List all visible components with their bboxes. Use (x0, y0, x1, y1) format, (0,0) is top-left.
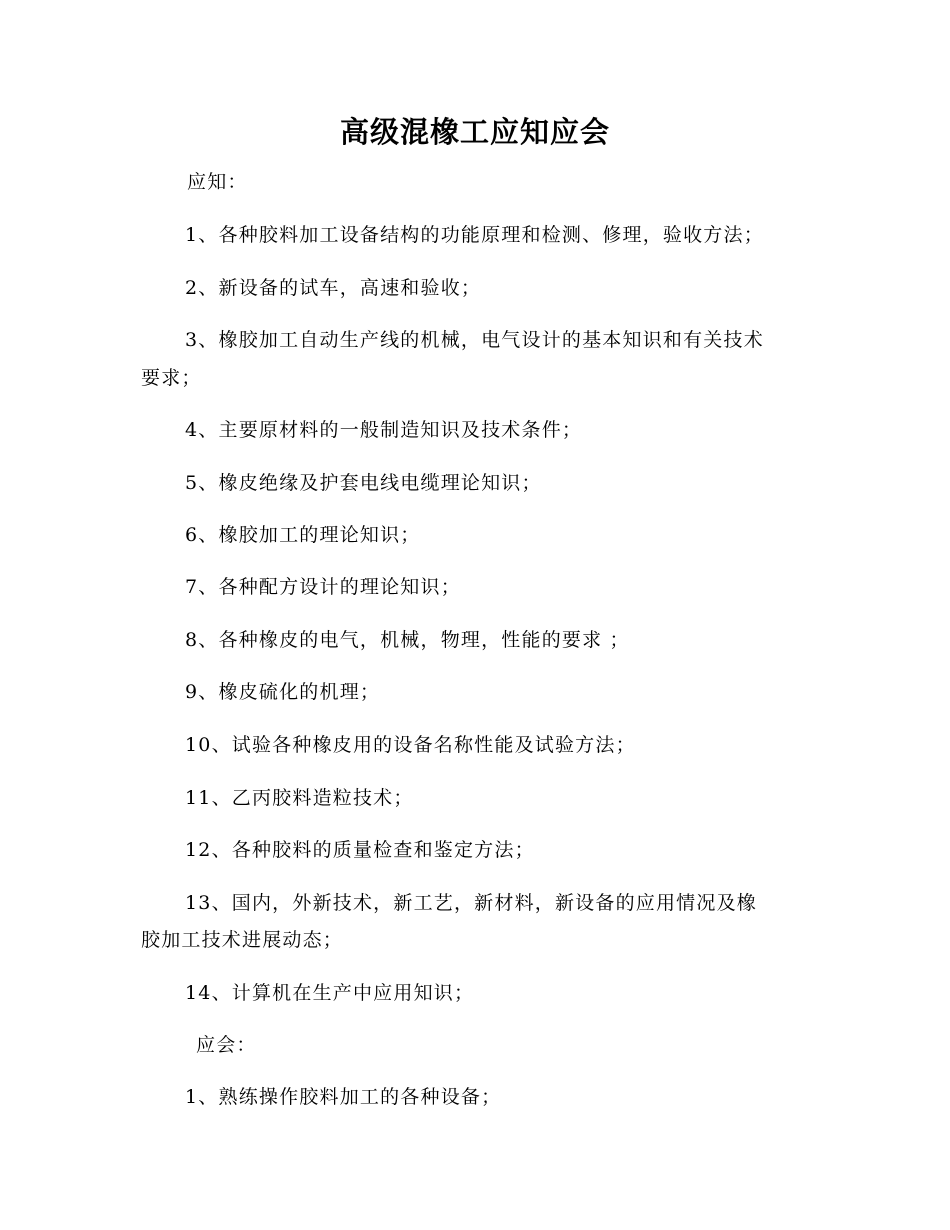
know-item-5: 5、橡皮绝缘及护套电线电缆理论知识； (185, 472, 542, 494)
know-item-13: 13、国内，外新技术，新工艺，新材料，新设备的应用情况及橡 (185, 892, 757, 914)
know-heading: 应知： (187, 171, 248, 193)
know-item-4: 4、主要原材料的一般制造知识及技术条件； (185, 419, 583, 441)
know-item-8: 8、各种橡皮的电气，机械，物理，性能的要求 ； (185, 629, 630, 651)
know-item-14: 14、计算机在生产中应用知识； (185, 982, 475, 1004)
know-item-7: 7、各种配方设计的理论知识； (185, 576, 461, 598)
know-item-6: 6、橡胶加工的理论知识； (185, 524, 421, 546)
document-title: 高级混橡工应知应会 (339, 115, 610, 149)
know-item-3: 3、橡胶加工自动生产线的机械，电气设计的基本知识和有关技术 (185, 329, 764, 351)
can-heading: 应会： (196, 1034, 257, 1056)
know-item-13-continued: 胶加工技术进展动态； (141, 929, 344, 951)
know-item-2: 2、新设备的试车，高速和验收； (185, 277, 482, 299)
can-item-1: 1、熟练操作胶料加工的各种设备； (185, 1086, 502, 1108)
know-item-9: 9、橡皮硫化的机理； (185, 681, 381, 703)
know-item-10: 10、试验各种橡皮用的设备名称性能及试验方法； (185, 734, 636, 756)
know-item-1: 1、各种胶料加工设备结构的功能原理和检测、修理，验收方法； (185, 224, 764, 246)
know-item-3-continued: 要求； (141, 367, 202, 389)
know-item-11: 11、乙丙胶料造粒技术； (185, 787, 414, 809)
know-item-12: 12、各种胶料的质量检查和鉴定方法； (185, 839, 535, 861)
